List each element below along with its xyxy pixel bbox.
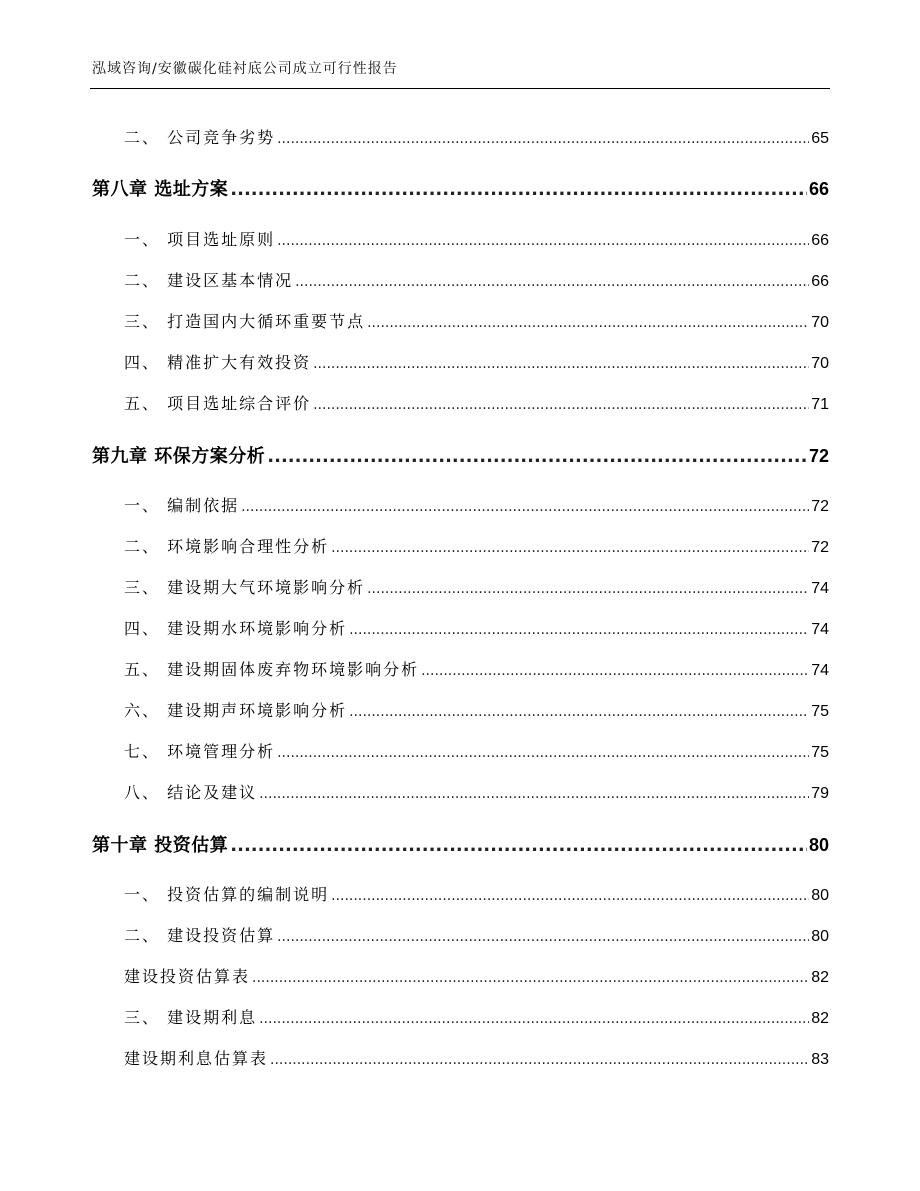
toc-entry-title: 四、 精准扩大有效投资 [124,353,312,372]
toc-entry[interactable] [124,125,829,148]
page-header: 泓域咨询/安徽碳化硅衬底公司成立可行性报告 [92,61,398,77]
toc-entry[interactable] [124,268,829,291]
toc-entry[interactable] [124,534,829,557]
toc-entry-title: 一、 项目选址原则 [124,230,276,249]
toc-entry-title: 二、 建设区基本情况 [124,271,294,290]
toc-chapter-page: 66 [808,179,829,199]
toc-chapter-title: 第十章 投资估算 [92,835,229,856]
toc-entry[interactable] [124,309,829,332]
toc-entry[interactable] [124,657,829,680]
toc-entry-page: 80 [811,887,829,904]
dot-leader [421,663,809,679]
toc-entry-page: 82 [811,969,829,986]
toc-entry-title: 四、 建设期水环境影响分析 [124,619,348,638]
toc-entry-page: 79 [811,785,829,802]
toc-entry[interactable] [124,575,829,598]
toc-entry-title: 二、 环境影响合理性分析 [124,537,330,556]
toc-entry-page: 66 [811,273,829,290]
toc-entry-title: 二、 公司竞争劣势 [124,128,276,147]
dot-leader [331,540,809,556]
toc-entry-page: 74 [811,621,829,638]
toc-entry-page: 70 [811,314,829,331]
dot-leader [277,131,809,147]
toc-chapter-page: 80 [808,835,829,855]
toc-entry-title: 二、 建设投资估算 [124,926,276,945]
toc-entry-title: 三、 建设期利息 [124,1008,258,1027]
toc-entry[interactable] [124,391,829,414]
toc-entry-page: 71 [811,396,829,413]
dot-leader [230,179,807,200]
toc-entry[interactable] [124,923,829,946]
dot-leader [367,581,809,597]
dot-leader [277,929,809,945]
toc-entry-page: 75 [811,703,829,720]
toc-entry-title: 七、 环境管理分析 [124,742,276,761]
toc-entry[interactable] [124,780,829,803]
toc-entry[interactable] [124,964,829,987]
header-divider [90,88,830,89]
dot-leader [277,745,809,761]
dot-leader [267,446,807,467]
toc-chapter-title: 第九章 环保方案分析 [92,446,266,467]
toc-entry-title: 五、 建设期固体废弃物环境影响分析 [124,660,420,679]
toc-entry[interactable] [124,350,829,373]
toc-entry-page: 82 [811,1010,829,1027]
toc-entry-page: 72 [811,539,829,556]
dot-leader [295,274,809,290]
dot-leader [349,622,809,638]
toc-entry[interactable] [124,739,829,762]
toc-entry[interactable] [124,616,829,639]
toc-entry-page: 70 [811,355,829,372]
toc-entry-page: 75 [811,744,829,761]
toc-entry-page: 83 [811,1051,829,1068]
toc-chapter-page: 72 [808,446,829,466]
dot-leader [313,356,809,372]
toc-entry-page: 74 [811,662,829,679]
dot-leader [270,1052,809,1068]
toc-entry[interactable] [124,882,829,905]
toc-entry-page: 72 [811,498,829,515]
toc-entry-title: 建设投资估算表 [124,967,251,986]
toc-entry-title: 六、 建设期声环境影响分析 [124,701,348,720]
toc-entry-page: 66 [811,232,829,249]
dot-leader [367,315,809,331]
toc-entry-page: 80 [811,928,829,945]
toc-entry-page: 74 [811,580,829,597]
dot-leader [252,970,809,986]
toc-entry-title: 一、 投资估算的编制说明 [124,885,330,904]
dot-leader [277,233,809,249]
toc-entry[interactable] [124,1046,829,1069]
toc-entry[interactable] [124,698,829,721]
toc-entry-title: 建设期利息估算表 [124,1049,269,1068]
dot-leader [230,835,807,856]
dot-leader [331,888,809,904]
toc-chapter-title: 第八章 选址方案 [92,179,229,200]
toc-entry-page: 65 [811,130,829,147]
dot-leader [313,397,809,413]
toc-entry[interactable] [124,1005,829,1028]
dot-leader [241,499,809,515]
toc-chapter[interactable] [92,175,829,201]
toc-entry[interactable] [124,493,829,516]
toc-entry-title: 三、 打造国内大循环重要节点 [124,312,366,331]
toc-entry-title: 八、 结论及建议 [124,783,258,802]
toc-chapter[interactable] [92,442,829,468]
toc-entry-title: 一、 编制依据 [124,496,240,515]
dot-leader [259,1011,809,1027]
toc-entry[interactable] [124,227,829,250]
dot-leader [349,704,809,720]
dot-leader [259,786,809,802]
toc-entry-title: 三、 建设期大气环境影响分析 [124,578,366,597]
toc-entry-title: 五、 项目选址综合评价 [124,394,312,413]
toc-chapter[interactable] [92,831,829,857]
